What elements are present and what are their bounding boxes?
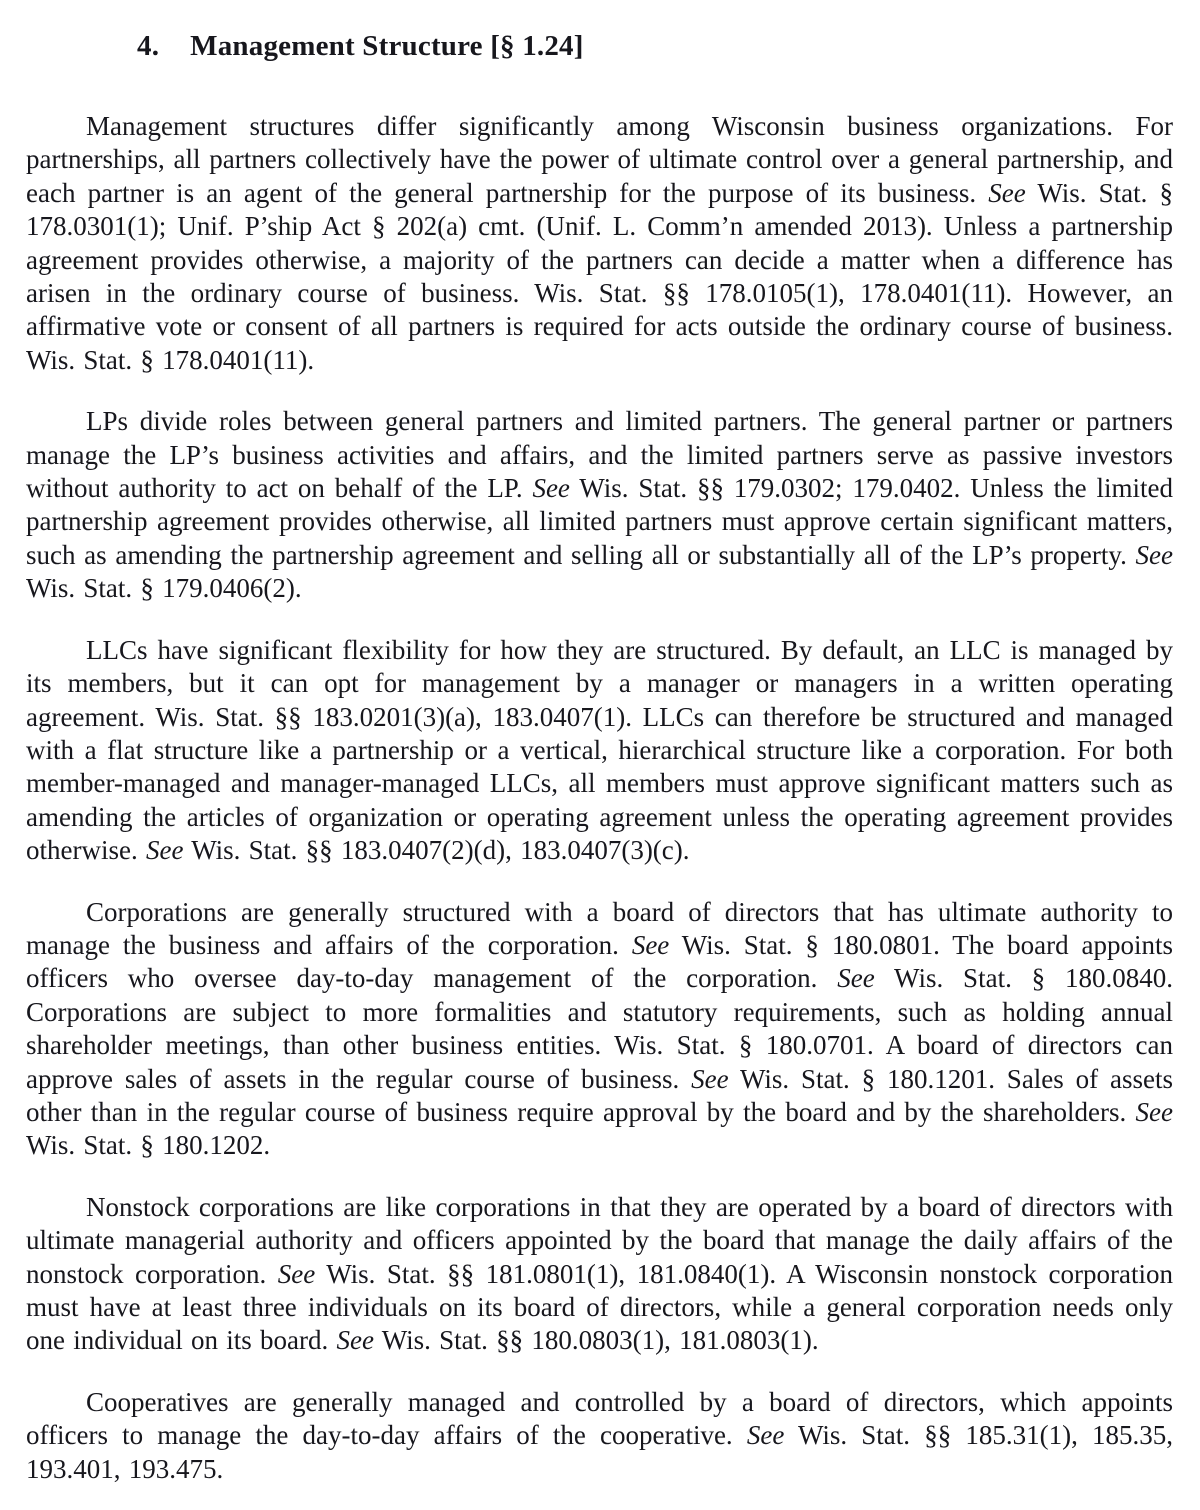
section-title: Management Structure [§ 1.24] — [190, 30, 584, 62]
paragraph — [26, 1191, 1173, 1358]
paragraph — [26, 634, 1173, 868]
paragraph — [26, 110, 1173, 377]
citation-signal-italic: See — [837, 963, 875, 994]
text-run: Cooperatives are generally managed and controlled by a board of directors, which appoints officers to manage the day-to-day affairs of the cooperative. — [26, 1386, 1173, 1451]
paragraph — [26, 405, 1173, 605]
text-run: Wis. Stat. §§ 180.0803(1), 181.0803(1). — [373, 1325, 819, 1356]
paragraph — [26, 896, 1173, 1163]
text-run: Wis. Stat. § 180.0840. Corporations are subject to more formalities and statutory requirements, such as holding annual shareholder meetings, than other business entities. Wis. Stat. § 180.0701. A board of directors can approve sales of assets in the regular course of business. — [26, 963, 1173, 1094]
text-run: Wis. Stat. § 179.0406(2). — [26, 573, 302, 604]
citation-signal-italic: See — [277, 1258, 316, 1289]
text-run: Wis. Stat. §§ 183.0407(2)(d), 183.0407(3)(c). — [183, 835, 690, 866]
text-run: Wis. Stat. § 180.1201. Sales of assets other than in the regular course of business require approval by the board and by the shareholders. — [26, 1063, 1173, 1127]
section-number: 4. — [137, 30, 160, 62]
text-run: Wis. Stat. §§ 179.0302; 179.0402. Unless the limited partnership agreement provides otherwise, all limited partners must approve certain significant matters, such as amending the partnership agreement and selling all or substantially all of the LP’s property. — [26, 473, 1174, 570]
document-body — [26, 110, 1173, 1486]
text-run: Management structures differ significantly among Wisconsin business organizations. For partnerships, all partners collectively have the power of ultimate control over a general partnership, and each partner is an agent of the general partnership for the purpose of its business. — [26, 111, 1173, 208]
text-run: Nonstock corporations are like corporations in that they are operated by a board of directors with ultimate managerial authority and officers appointed by the board that manage the daily affairs of the nonstock corporation. — [26, 1191, 1173, 1289]
text-run: Wis. Stat. § 180.1202. — [26, 1130, 271, 1161]
text-run: Corporations are generally structured with a board of directors that has ultimate authority to manage the business and affairs of the corporation. — [26, 896, 1173, 960]
citation-signal-italic: See — [631, 929, 670, 960]
text-run: Wis. Stat. §§ 181.0801(1), 181.0840(1). A Wisconsin nonstock corporation must have at least three individuals on its board of directors, while a general corporation needs only one individual on its board. — [26, 1258, 1173, 1356]
citation-signal-italic: See — [336, 1325, 374, 1356]
citation-signal-italic: See — [532, 473, 570, 504]
text-run: LPs divide roles between general partners and limited partners. The general partner or partners manage the LP’s business activities and affairs, and the limited partners serve as passive investors without authority to act on behalf of the LP. — [26, 406, 1173, 504]
citation-signal-italic: See — [145, 835, 184, 866]
text-run: LLCs have significant flexibility for how they are structured. By default, an LLC is managed by its members, but it can opt for management by a manager or managers in a written operating agreement. Wis. Stat. §§ 183.0201(3)(a), 183.0407(1). LLCs can therefore be structured and managed with a flat structure like a partnership or a vertical, hierarchical structure like a corporation. For both member-managed and manager-managed LLCs, all members must approve significant matters such as amending the articles of organization or operating agreement unless the operating agreement provides otherwise. — [26, 634, 1173, 866]
citation-signal-italic: See — [1135, 1096, 1173, 1127]
citation-signal-italic: See — [746, 1420, 785, 1451]
citation-signal-italic: See — [1135, 539, 1173, 570]
text-run: Wis. Stat. § 180.0801. The board appoints officers who oversee day-to-day management of the corporation. — [26, 929, 1173, 994]
citation-signal-italic: See — [988, 177, 1026, 208]
text-run: Wis. Stat. §§ 185.31(1), 185.35, 193.401, 193.475. — [26, 1420, 1173, 1484]
text-run: Wis. Stat. § 178.0301(1); Unif. P’ship Act § 202(a) cmt. (Unif. L. Comm’n amended 2013). Unless a partnership agreement provides otherwise, a majority of the partners can decide a matter when a difference has arisen in the ordinary course of business. Wis. Stat. §§ 178.0105(1), 178.0401(11). However, an affirmative vote or consent of all partners is required for acts outside the ordinary course of business. Wis. Stat. § 178.0401(11). — [26, 177, 1173, 375]
citation-signal-italic: See — [691, 1063, 729, 1094]
paragraph — [26, 1386, 1173, 1486]
section-heading — [137, 30, 1173, 63]
